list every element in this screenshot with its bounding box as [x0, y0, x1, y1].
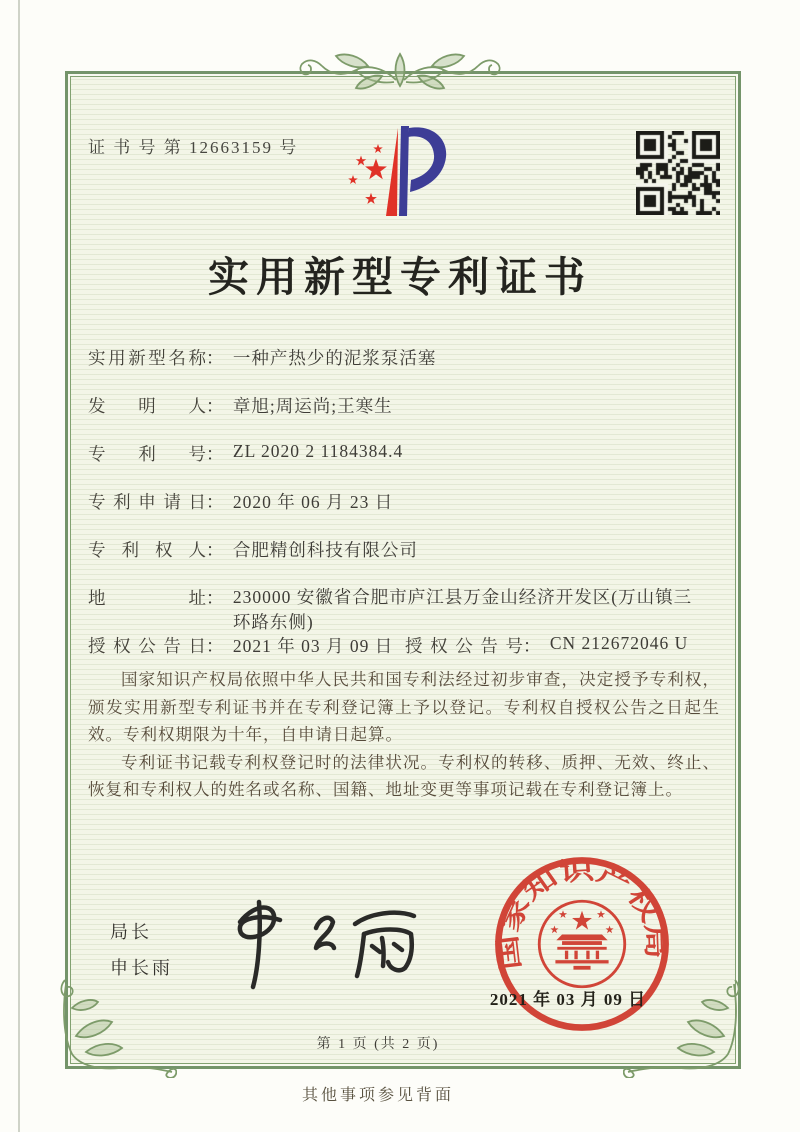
field-value: 2021 年 03 月 09 日 [232, 636, 394, 656]
field-value: 2020 年 06 月 23 日 [232, 492, 394, 512]
back-side-note: 其他事项参见背面 [301, 1087, 454, 1104]
field-row-inventor: 发明人： 章旭;周运尚;王寒生 [88, 393, 748, 418]
legal-paragraph-2: 专利证书记载专利权登记时的法律状况。专利权的转移、质押、无效、终止、恢复和专利权人的姓名或名称、国籍、地址变更等事项记载在专利登记簿上。 [88, 752, 720, 799]
director-signature-icon [212, 890, 437, 990]
seal-ring-text: 国家知识产权局 [494, 856, 670, 972]
field-label: 专利权人 [88, 540, 206, 560]
field-value: 230000 安徽省合肥市庐江县万金山经济开发区(万山镇三 环路东侧) [232, 587, 693, 632]
qr-code [636, 131, 720, 215]
field-label: 授权公告号 [405, 636, 523, 656]
field-row-patent-number: 专利号： ZL 2020 2 1184384.4 [88, 441, 404, 464]
top-border-ornament-icon [272, 40, 528, 100]
field-value: 章旭;周运尚;王寒生 [232, 396, 393, 416]
page-indicator: 第 1 页 (共 2 页) [316, 1037, 440, 1052]
signer-title: 局长 [110, 922, 152, 942]
certificate-number: 证 书 号 第 12663159 号 [88, 138, 299, 157]
scan-edge-shadow [18, 0, 20, 1132]
legal-paragraph-1: 国家知识产权局依照中华人民共和国专利法经过初步审查，决定授予专利权，颁发实用新型专利证书并在专利登记簿上予以登记。专利权自授权公告之日起生效。专利权期限为十年，自申请日起算。 [88, 670, 720, 744]
field-row-filing-date: 专利申请日： 2020 年 06 月 23 日 [88, 489, 748, 514]
official-seal-icon [487, 849, 677, 1039]
field-row-grant: 授权公告日： 2021 年 03 月 09 日 授权公告号： CN 212672046 U [88, 633, 689, 656]
field-row-name: 实用新型名称： 一种产热少的泥浆泵活塞 [88, 345, 748, 370]
cnipa-logo-icon [338, 120, 460, 224]
field-label: 地址 [88, 588, 206, 608]
seal-date: 2021 年 03 月 09 日 [489, 990, 647, 1009]
field-label: 专利号 [88, 444, 206, 464]
field-label: 授权公告日 [88, 636, 206, 656]
bottom-left-ornament-icon [42, 978, 177, 1078]
field-value: ZL 2020 2 1184384.4 [232, 441, 404, 461]
certificate-title: 实用新型专利证书 [208, 254, 592, 300]
field-label: 专利申请日 [88, 492, 206, 512]
field-row-address: 地址： 230000 安徽省合肥市庐江县万金山经济开发区(万山镇三 环路东侧) [88, 585, 748, 635]
field-value: CN 212672046 U [549, 633, 689, 653]
field-label: 实用新型名称 [88, 348, 206, 368]
field-pair-grant-number: 授权公告号： CN 212672046 U [405, 633, 689, 656]
field-label: 发明人 [88, 396, 206, 416]
signer-name: 申长雨 [110, 958, 173, 978]
field-row-patentee: 专利权人： 合肥精创科技有限公司 [88, 537, 748, 562]
legal-text-block [88, 666, 720, 804]
field-value: 一种产热少的泥浆泵活塞 [232, 348, 437, 368]
field-value: 合肥精创科技有限公司 [232, 540, 418, 560]
